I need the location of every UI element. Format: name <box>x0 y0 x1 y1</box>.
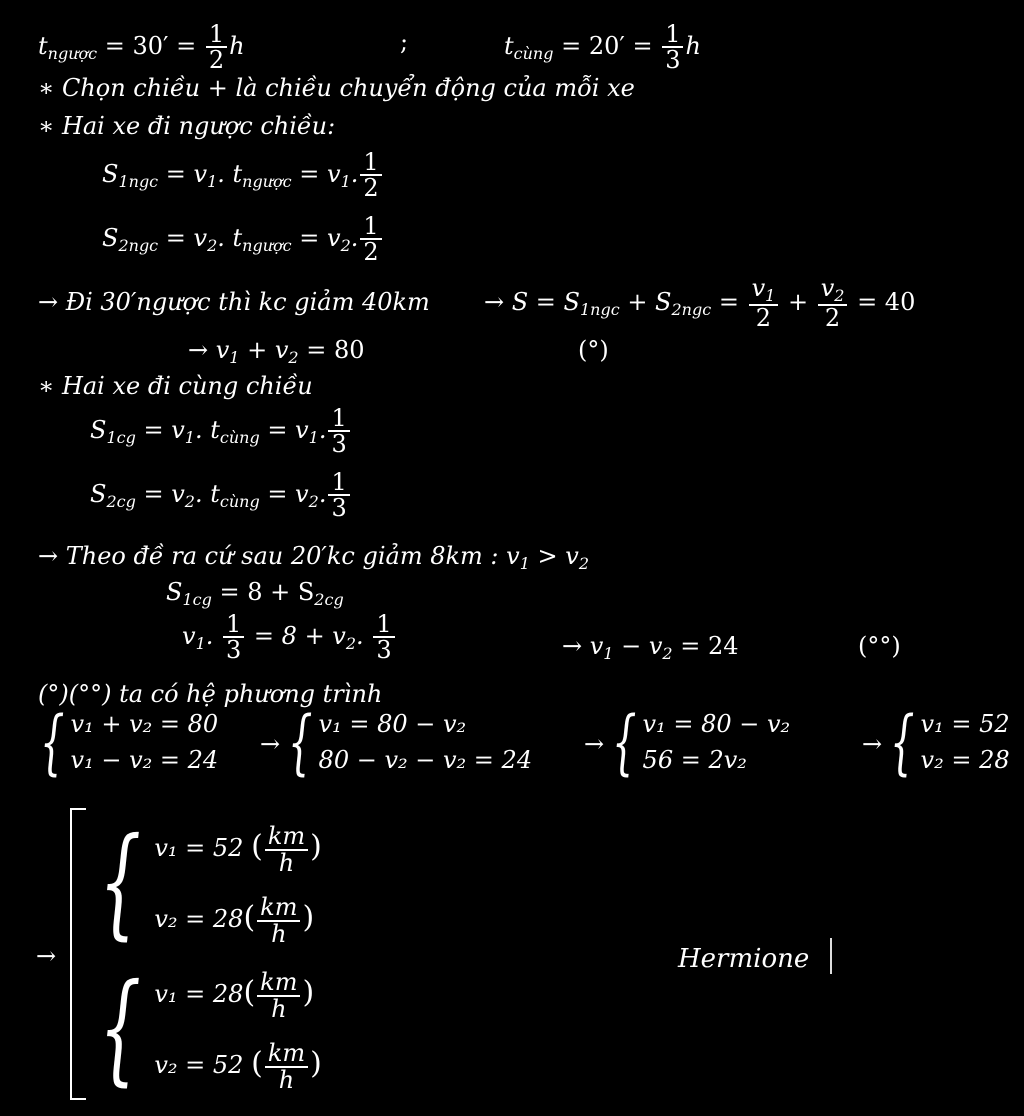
separator: ; <box>400 28 409 56</box>
arrow-2: → <box>584 730 605 758</box>
system-3: { v₁ = 80 − v₂ 56 = 2v₂ <box>612 701 791 783</box>
arrow-3: → <box>862 730 883 758</box>
final-arrow: → <box>36 942 57 970</box>
s1-cung-eq: $S_{1cg} = v_1$. $t_{cùng} = v_1$. $\frac{1}{3}$ <box>90 406 352 457</box>
result-case-1: { v₁ = 52 ( $\frac{km}{h}$ ) v₂ = 28( $\frac{km}{h}$ ) <box>99 813 322 952</box>
mark-eq2: (°°) <box>858 632 901 660</box>
s2-nguoc-eq: $S_{2ngc} = v_2$. $t_{ngược} = v_2$. $\frac{1}{2}$ <box>102 214 384 265</box>
same-direction-heading: ∗ Hai xe đi cùng chiều <box>38 372 313 400</box>
conclusion-30min: → Đi 30′ngược thì kc giảm 40km <box>38 288 430 316</box>
result-case-2: { v₁ = 28( $\frac{km}{h}$ ) v₂ = 52 ( $\frac{km}{h}$ ) <box>99 959 322 1098</box>
s1-nguoc-eq: $S_{1ngc} = v_1$. $t_{ngược} = v_1$. $\frac{1}{2}$ <box>102 150 384 201</box>
mark-eq1: (°) <box>578 336 609 364</box>
sum-velocity-eq: → $v_1 + v_2 = 80$ <box>188 336 365 367</box>
t-nguoc-line: $t_{ngược} = 30'$ = $\frac{1}{2}$ h <box>38 20 245 75</box>
velocity-eq8: $v_1$. $\frac{1}{3}$ = $8 + v_2$. $\frac{1}{3}$ <box>182 612 397 663</box>
square-bracket <box>70 808 86 1100</box>
total-distance-eq: → $S = S_{1ngc} + S_{2ngc}$ = $\frac{v_1}{2}$ + $\frac{v_2}{2}$ = 40 <box>484 274 916 333</box>
diff-velocity-eq: → $v_1 - v_2 = 24$ <box>562 632 739 663</box>
system-heading: (°)(°°) ta có hệ phương trình <box>38 680 383 708</box>
system-1: { v₁ + v₂ = 80 v₁ − v₂ = 24 <box>40 701 219 783</box>
choose-direction: ∗ Chọn chiều + là chiều chuyển động của mỗi xe <box>38 74 635 102</box>
system-4: { v₁ = 52 v₂ = 28 <box>890 701 1010 783</box>
opposite-heading: ∗ Hai xe đi ngược chiều: <box>38 112 336 140</box>
s2-cung-eq: $S_{2cg} = v_2$. $t_{cùng} = v_2$. $\frac{1}{3}$ <box>90 470 352 521</box>
arrow-1: → <box>260 730 281 758</box>
s1cg-eq8: $S_{1cg} = 8 + S_{2cg}$ <box>166 578 344 609</box>
system-2: { v₁ = 80 − v₂ 80 − v₂ − v₂ = 24 <box>288 701 533 783</box>
signature: Hermione <box>678 944 810 974</box>
text-cursor[interactable] <box>830 938 832 974</box>
t-cung-line: $t_{cùng} = 20'$ = $\frac{1}{3}$ h <box>504 20 701 75</box>
theo-de-line: → Theo đề ra cứ sau 20′kc giảm 8km : $v_1 > v_2$ <box>38 542 590 573</box>
